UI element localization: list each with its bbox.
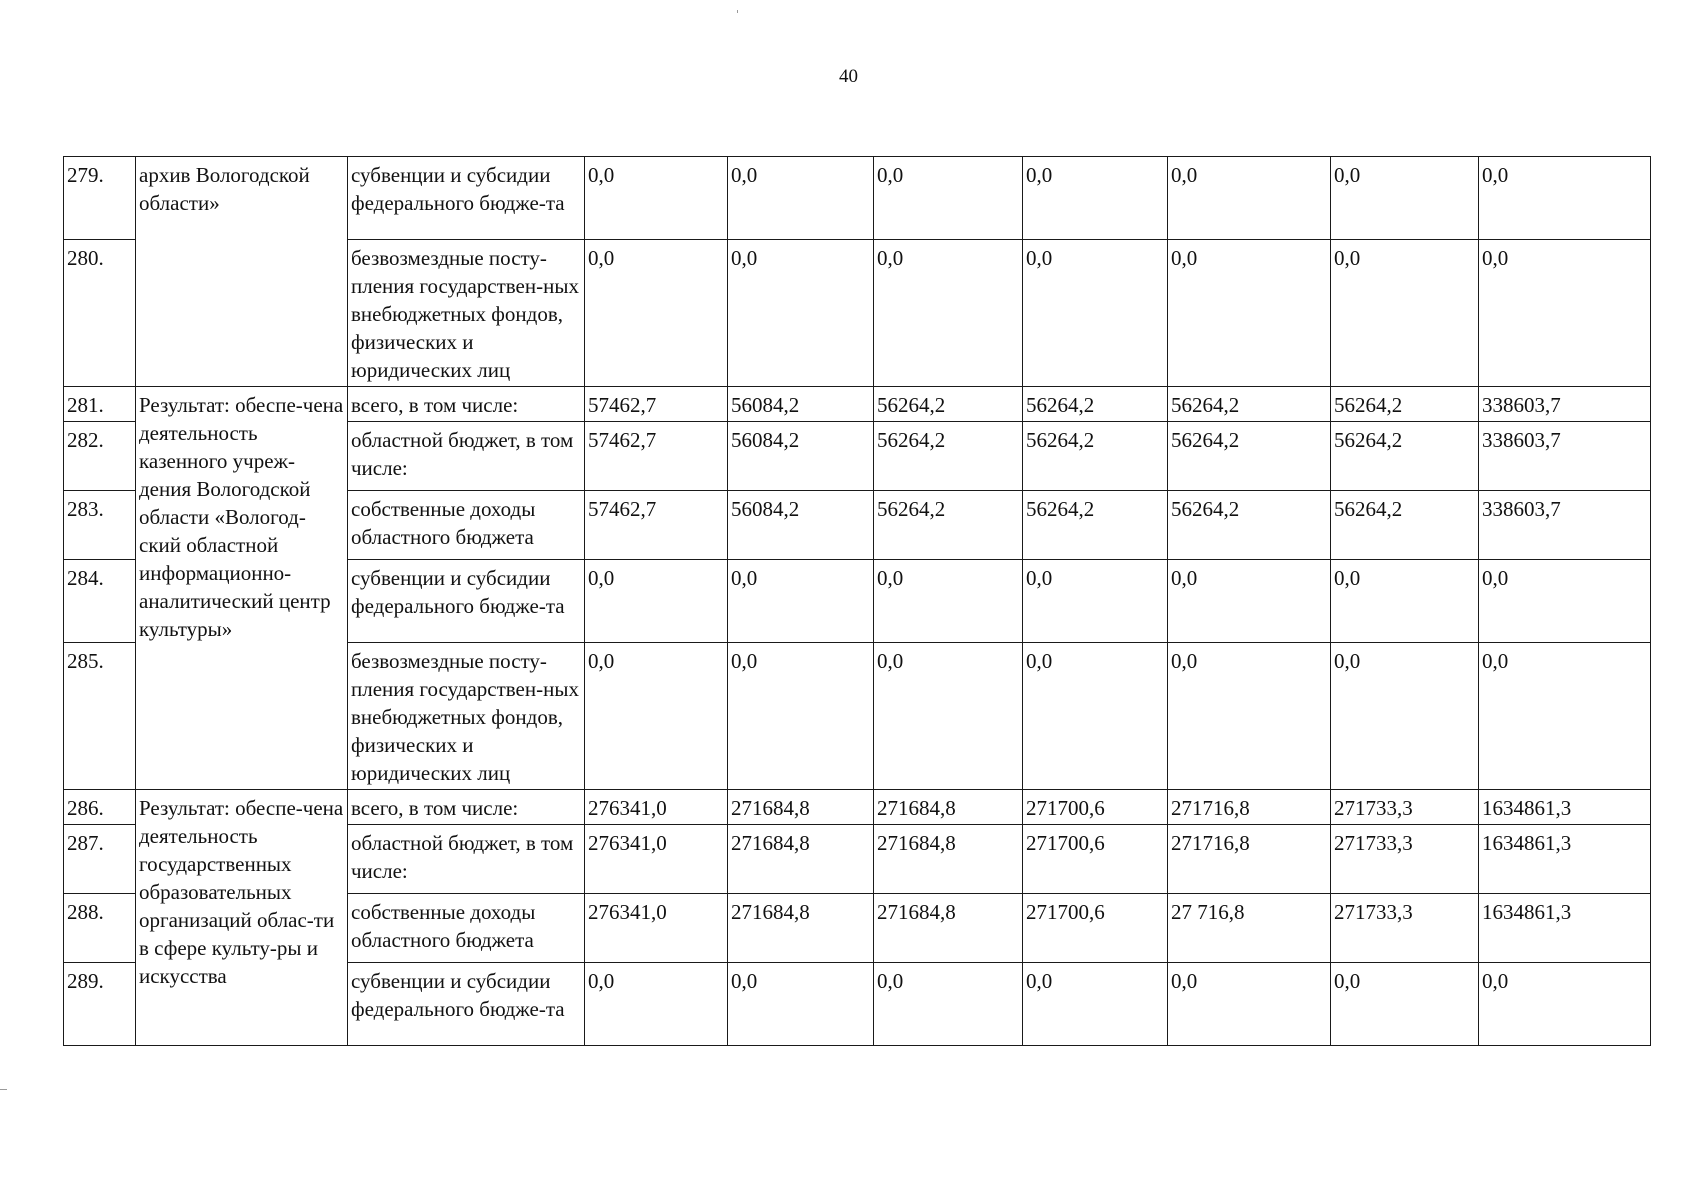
funding-source: субвенции и субсидии федерального бюдже-та (348, 963, 585, 1046)
amount-cell: 1634861,3 (1479, 825, 1651, 894)
amount-cell: 0,0 (728, 240, 874, 387)
amount-cell: 57462,7 (585, 491, 728, 560)
amount-cell: 0,0 (1168, 157, 1331, 240)
amount-cell: 0,0 (728, 963, 874, 1046)
amount-cell: 271733,3 (1331, 825, 1479, 894)
amount-cell: 1634861,3 (1479, 894, 1651, 963)
amount-cell: 0,0 (874, 240, 1023, 387)
amount-cell: 271733,3 (1331, 790, 1479, 825)
amount-cell: 56264,2 (1168, 387, 1331, 422)
amount-cell: 0,0 (728, 157, 874, 240)
funding-source: областной бюджет, в том числе: (348, 422, 585, 491)
amount-cell: 271684,8 (874, 825, 1023, 894)
amount-cell: 0,0 (1168, 643, 1331, 790)
table-row (64, 157, 1651, 240)
page-number: 40 (839, 66, 858, 87)
scan-mark (737, 10, 738, 13)
amount-cell: 0,0 (1168, 560, 1331, 643)
table-row (64, 387, 1651, 422)
row-number: 289. (64, 963, 136, 1046)
amount-cell: 0,0 (728, 560, 874, 643)
amount-cell: 271700,6 (1023, 894, 1168, 963)
amount-cell: 271700,6 (1023, 825, 1168, 894)
amount-cell: 0,0 (874, 157, 1023, 240)
funding-source: областной бюджет, в том числе: (348, 825, 585, 894)
amount-cell: 0,0 (1479, 963, 1651, 1046)
amount-cell: 0,0 (585, 963, 728, 1046)
amount-cell: 271716,8 (1168, 825, 1331, 894)
amount-cell: 271684,8 (728, 825, 874, 894)
result-description: Результат: обеспе-чена деятельность казенного учреж-дения Вологодской области «Вологод-ский областной информационно-аналитический центр культуры» (136, 387, 348, 790)
amount-cell: 1634861,3 (1479, 790, 1651, 825)
row-number: 285. (64, 643, 136, 790)
result-description: архив Вологодской области» (136, 157, 348, 387)
amount-cell: 56264,2 (1331, 491, 1479, 560)
amount-cell: 0,0 (1331, 560, 1479, 643)
funding-source: безвозмездные посту-пления государствен-ных внебюджетных фондов, физических и юридических лиц (348, 643, 585, 790)
amount-cell: 56264,2 (1023, 422, 1168, 491)
amount-cell: 276341,0 (585, 825, 728, 894)
amount-cell: 0,0 (874, 643, 1023, 790)
funding-source: субвенции и субсидии федерального бюдже-та (348, 560, 585, 643)
funding-source: всего, в том числе: (348, 790, 585, 825)
funding-source: собственные доходы областного бюджета (348, 491, 585, 560)
amount-cell: 0,0 (1479, 560, 1651, 643)
row-number: 288. (64, 894, 136, 963)
amount-cell: 0,0 (1023, 963, 1168, 1046)
amount-cell: 0,0 (1168, 240, 1331, 387)
amount-cell: 0,0 (1023, 560, 1168, 643)
amount-cell: 0,0 (1479, 240, 1651, 387)
amount-cell: 57462,7 (585, 387, 728, 422)
amount-cell: 56264,2 (1023, 387, 1168, 422)
funding-source: субвенции и субсидии федерального бюдже-та (348, 157, 585, 240)
amount-cell: 56264,2 (1331, 387, 1479, 422)
row-number: 282. (64, 422, 136, 491)
amount-cell: 56264,2 (1168, 422, 1331, 491)
amount-cell: 338603,7 (1479, 491, 1651, 560)
amount-cell: 27 716,8 (1168, 894, 1331, 963)
row-number: 284. (64, 560, 136, 643)
amount-cell: 56264,2 (874, 422, 1023, 491)
amount-cell: 56264,2 (1168, 491, 1331, 560)
amount-cell: 271684,8 (874, 894, 1023, 963)
amount-cell: 0,0 (728, 643, 874, 790)
row-number: 287. (64, 825, 136, 894)
amount-cell: 0,0 (585, 157, 728, 240)
amount-cell: 276341,0 (585, 790, 728, 825)
amount-cell: 0,0 (1023, 240, 1168, 387)
amount-cell: 0,0 (1168, 963, 1331, 1046)
amount-cell: 56264,2 (1331, 422, 1479, 491)
amount-cell: 56264,2 (874, 387, 1023, 422)
amount-cell: 0,0 (1023, 157, 1168, 240)
amount-cell: 56084,2 (728, 422, 874, 491)
table-row (64, 790, 1651, 825)
funding-source: безвозмездные посту-пления государствен-ных внебюджетных фондов, физических и юридических лиц (348, 240, 585, 387)
amount-cell: 0,0 (1479, 157, 1651, 240)
funding-source: собственные доходы областного бюджета (348, 894, 585, 963)
row-number: 286. (64, 790, 136, 825)
amount-cell: 276341,0 (585, 894, 728, 963)
table-body (64, 157, 1651, 1046)
amount-cell: 56264,2 (1023, 491, 1168, 560)
amount-cell: 338603,7 (1479, 387, 1651, 422)
amount-cell: 0,0 (585, 240, 728, 387)
amount-cell: 271700,6 (1023, 790, 1168, 825)
amount-cell: 0,0 (585, 560, 728, 643)
row-number: 283. (64, 491, 136, 560)
amount-cell: 56084,2 (728, 491, 874, 560)
amount-cell: 57462,7 (585, 422, 728, 491)
amount-cell: 271716,8 (1168, 790, 1331, 825)
amount-cell: 0,0 (1331, 157, 1479, 240)
amount-cell: 271684,8 (728, 894, 874, 963)
amount-cell: 0,0 (1331, 240, 1479, 387)
amount-cell: 0,0 (1479, 643, 1651, 790)
amount-cell: 0,0 (585, 643, 728, 790)
amount-cell: 56264,2 (874, 491, 1023, 560)
amount-cell: 0,0 (1331, 963, 1479, 1046)
amount-cell: 271684,8 (728, 790, 874, 825)
funding-source: всего, в том числе: (348, 387, 585, 422)
amount-cell: 338603,7 (1479, 422, 1651, 491)
scan-mark (0, 1089, 7, 1090)
row-number: 279. (64, 157, 136, 240)
amount-cell: 0,0 (1331, 643, 1479, 790)
amount-cell: 0,0 (874, 963, 1023, 1046)
amount-cell: 0,0 (874, 560, 1023, 643)
result-description: Результат: обеспе-чена деятельность государственных образовательных организаций облас-ти в сфере культу-ры и искусства (136, 790, 348, 1046)
row-number: 280. (64, 240, 136, 387)
amount-cell: 0,0 (1023, 643, 1168, 790)
amount-cell: 271733,3 (1331, 894, 1479, 963)
amount-cell: 271684,8 (874, 790, 1023, 825)
amount-cell: 56084,2 (728, 387, 874, 422)
row-number: 281. (64, 387, 136, 422)
budget-table (63, 156, 1651, 1046)
